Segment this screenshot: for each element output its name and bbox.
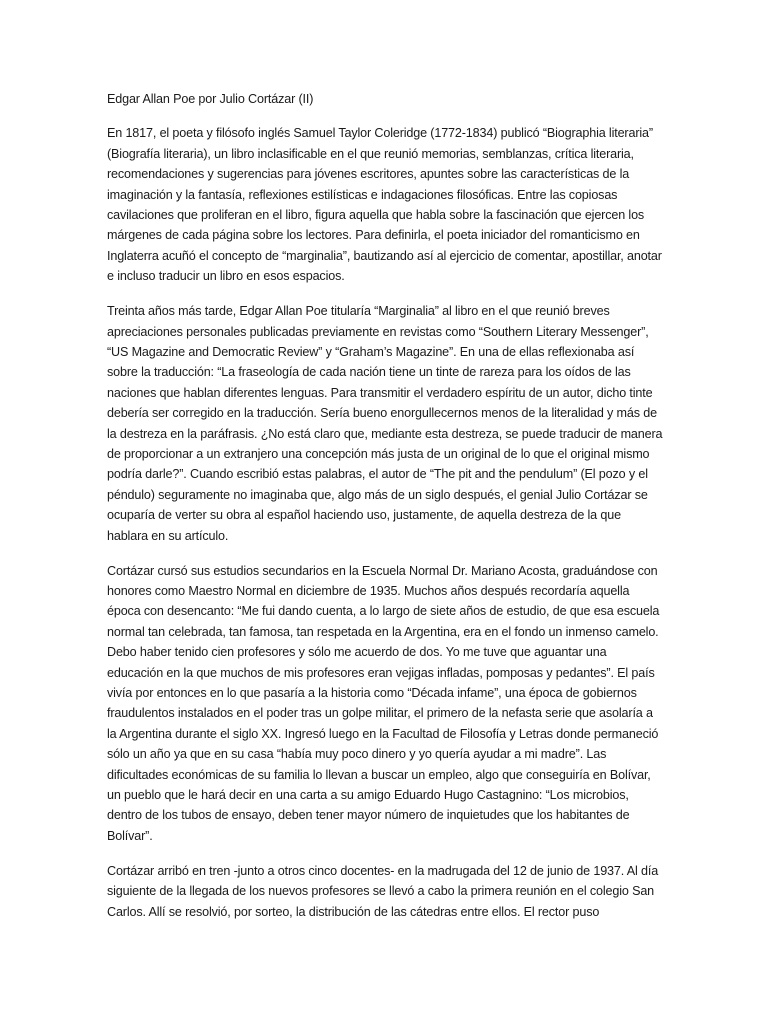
- document-body: [107, 89, 663, 936]
- paragraph-1: En 1817, el poeta y filósofo inglés Samuel Taylor Coleridge (1772-1834) publicó “Biographia literaria” (Biografía literaria), un libro inclasificable en el que reunió memorias, semblanzas, crítica literaria, recomendaciones y sugerencias para jóvenes escritores, apuntes sobre las características de la imaginación y la fantasía, reflexiones estilísticas e indagaciones filosóficas. Entre las copiosas cavilaciones que proliferan en el libro, figura aquella que habla sobre la fascinación que ejercen los márgenes de cada página sobre los lectores. Para definirla, el poeta iniciador del romanticismo en Inglaterra acuñó el concepto de “marginalia”, bautizando así al ejercicio de comentar, apostillar, anotar e incluso traducir un libro en esos espacios.: [107, 126, 662, 284]
- paragraph-2: Treinta años más tarde, Edgar Allan Poe titularía “Marginalia” al libro en el que reunió breves apreciaciones personales publicadas previamente en revistas como “Southern Literary Messenger”, “US Magazine and Democratic Review” y “Graham’s Magazine”. En una de ellas reflexionaba así sobre la traducción: “La fraseología de cada nación tiene un tinte de rareza para los oídos de las naciones que hablan diferentes lenguas. Para transmitir el verdadero espíritu de un autor, dicho tinte debería ser corregido en la traducción. Sería bueno enorgullecernos menos de la literalidad y más de la destreza en la paráfrasis. ¿No está claro que, mediante esta destreza, se puede traducir de manera de proporcionar a un extranjero una concepción más justa de un original de lo que el original mismo podría darle?”. Cuando escribió estas palabras, el autor de “The pit and the pendulum” (El pozo y el péndulo) seguramente no imaginaba que, algo más de un siglo después, el genial Julio Cortázar se ocuparía de verter su obra al español haciendo uso, justamente, de aquella destreza de la que hablara en su artículo.: [107, 304, 663, 543]
- paragraph-4: Cortázar arribó en tren -junto a otros cinco docentes- en la madrugada del 12 de junio de 1937. Al día siguiente de la llegada de los nuevos profesores se llevó a cabo la primera reunión en el colegio San Carlos. Allí se resolvió, por sorteo, la distribución de las cátedras entre ellos. El rector puso: [107, 863, 659, 919]
- document-title: Edgar Allan Poe por Julio Cortázar (II): [107, 92, 314, 106]
- paragraph-3: Cortázar cursó sus estudios secundarios en la Escuela Normal Dr. Mariano Acosta, graduándose con honores como Maestro Normal en diciembre de 1935. Muchos años después recordaría aquella época con desencanto: “Me fui dando cuenta, a lo largo de siete años de estudio, de que esa escuela normal tan celebrada, tan famosa, tan respetada en la Argentina, era en el fondo un inmenso camelo. Debo haber tenido cien profesores y sólo me acuerdo de dos. Yo me tuve que aguantar una educación en la que muchos de mis profesores eran vejigas infladas, pomposas y pedantes”. El país vivía por entonces en lo que pasaría a la historia como “Década infame”, una época de gobiernos fraudulentos instalados en el poder tras un golpe militar, el primero de la nefasta serie que asolaría a la Argentina durante el siglo XX. Ingresó luego en la Facultad de Filosofía y Letras donde permaneció sólo un año ya que en su casa “había muy poco dinero y yo quería ayudar a mi madre”. Las dificultades económicas de su familia lo llevan a buscar un empleo, algo que conseguiría en Bolívar, un pueblo que le hará decir en una carta a su amigo Eduardo Hugo Castagnino: “Los microbios, dentro de los tubos de ensayo, deben tener mayor número de inquietudes que los habitantes de Bolívar”.: [107, 563, 660, 843]
